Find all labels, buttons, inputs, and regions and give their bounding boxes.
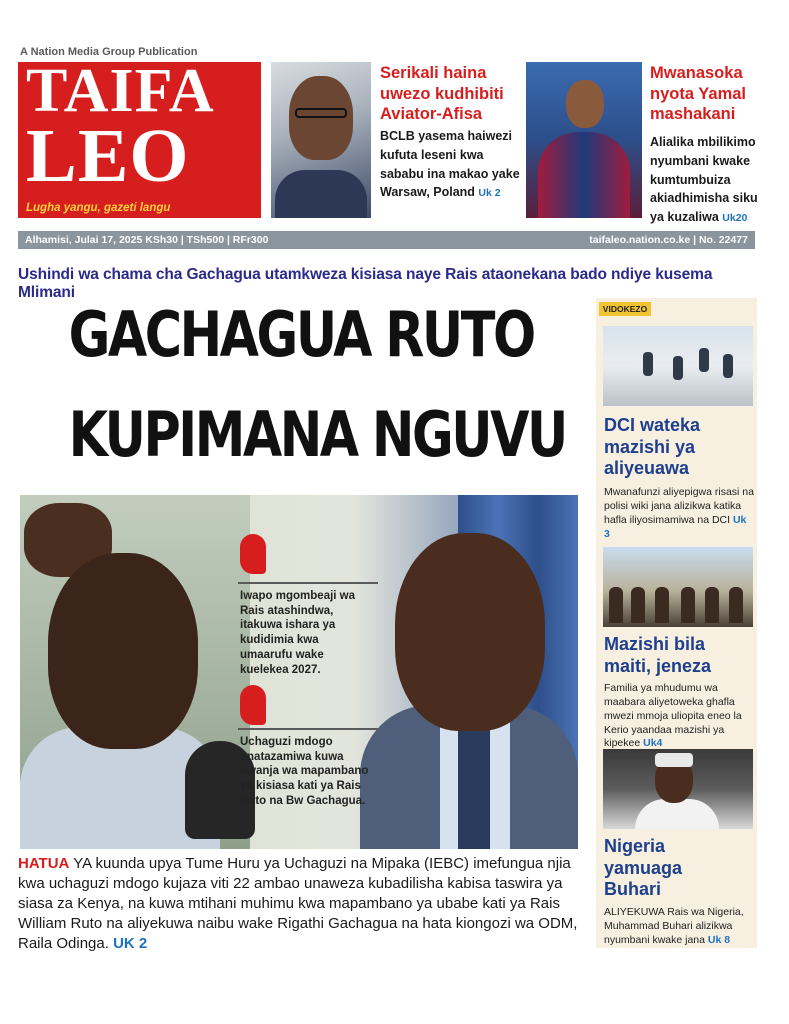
date-price-bar [18,231,755,249]
publication-label: A Nation Media Group Publication [20,46,198,58]
sidebar-body-dci [604,486,754,541]
sidebar-body-text: ALIYEKUWA Rais wa Nigeria, Muhammad Buhari alizikwa nyumbani kwake jana [604,906,744,946]
website-and-issue[interactable]: taifaleo.nation.co.ke | No. 22477 [589,234,748,246]
sidebar-body-mazishi [604,682,754,751]
teaser-body-aviator [380,127,522,202]
portrait-face [566,80,604,128]
teaser-headline-yamal[interactable]: Mwanasoka nyota Yamal mashakani [650,64,746,124]
buhari-robe [635,799,719,829]
portrait-jersey [538,132,630,218]
quote-mark-icon [240,685,266,725]
lead-story-page-ref[interactable]: UK 2 [113,934,148,952]
crowd-figure [673,356,683,380]
sidebar-page-ref[interactable]: Uk 3 [604,513,747,540]
teaser-page-ref[interactable]: Uk20 [722,212,748,224]
lead-story-opener: HATUA [18,855,70,872]
masthead-line1: TAIFA [26,62,215,125]
sidebar-headline-buhari[interactable]: Nigeria yamuaga Buhari [604,836,683,900]
sidebar-page-ref[interactable]: Uk4 [643,737,663,750]
crowd-figure [609,587,623,623]
lead-story-text: YA kuunda upya Tume Huru ya Uchaguzi na Mipaka (IEBC) imefungua njia kwa uchaguzi mdogo kujaza viti 22 ambao unaweza kubadilisha kabisa taswira ya siasa za Kenya, na kuwa mtihani muhimu kwa mapambano ya ubabe kati ya Rais William Ruto na aliyekuwa naibu wake Rigathi Gachagua na hata kiongozi wa ODM, Raila Odinga. [18,855,578,952]
main-headline-line2[interactable]: KUPIMANA NGUVU [68,398,566,471]
masthead-line2: LEO [26,113,190,198]
crowd-figure [705,587,719,623]
sidebar-photo-buhari[interactable] [603,749,753,829]
gachagua-portrait [395,533,545,731]
buhari-cap [655,753,693,767]
pull-quote-1: Iwapo mgombeaji wa Rais atashindwa, itakuwa ishara ya kudidimia kwa umaarufu wake kuelekea 2027. [240,590,356,676]
crowd-figure [699,348,709,372]
date-and-prices: Alhamisi, Julai 17, 2025 KSh30 | TSh500 | RFr300 [25,234,269,246]
ruto-portrait [48,553,198,749]
crowd-figure [729,587,743,623]
crowd-figure [723,354,733,378]
teaser-photo-official[interactable] [271,62,371,218]
crowd-figure [655,587,669,623]
teaser-body-yamal [650,133,760,227]
quote-divider [238,728,378,730]
masthead-tagline: Lugha yangu, gazeti langu [26,202,171,214]
sidebar-photo-dci[interactable] [603,326,753,406]
portrait-face [289,76,353,160]
glasses-icon [295,108,347,118]
pull-quote-2: Uchaguzi mdogo unatazamiwa kuwa uwanja wa mapambano ya kisiasa kati ya Rais Ruto na Bw Gachagua. [240,736,369,807]
sidebar-page-ref[interactable]: Uk 8 [707,933,731,946]
teaser-page-ref[interactable]: Uk 2 [478,187,501,200]
masthead-wordmark [26,62,215,198]
quote-mark-icon [240,534,266,574]
gachagua-tie [458,725,490,849]
crowd-figure [681,587,695,623]
portrait-suit [275,170,367,218]
sidebar-headline-mazishi[interactable]: Mazishi bila maiti, jeneza [604,634,712,676]
quote-divider [238,582,378,584]
kicker-headline: Ushindi wa chama cha Gachagua utamkweza kisiasa naye Rais ataonekana bado ndiye kusema Mlimani [18,266,713,301]
sidebar-body-buhari [604,906,754,948]
teaser-body-text: BCLB yasema haiwezi kufuta leseni kwa sababu ina makao yake Warsaw, Poland [380,129,520,200]
lead-story-body [18,854,583,954]
crowd-figure [631,587,645,623]
teaser-photo-yamal[interactable] [526,62,642,218]
sidebar-body-text: Mwanafunzi aliyepigwa risasi na polisi wiki jana alizikwa katika hafla iliyosimamiwa na DCI [604,486,754,526]
sidebar-label: VIDOKEZO [599,302,651,316]
sidebar-body-text: Familia ya mhudumu wa maabara aliyetoweka ghafla mwezi mmoja uliopita eneo la Kerio yaandaa mazishi ya kipekee [604,682,742,750]
teaser-body-text: Alialika mbilikimo nyumbani kwake kumtumbuiza akiadhimisha siku ya kuzaliwa [650,135,758,224]
crowd-figure [643,352,653,376]
sidebar-photo-mazishi[interactable] [603,547,753,627]
main-headline-line1[interactable]: GACHAGUA RUTO [68,298,534,371]
masthead-logo[interactable] [18,62,261,218]
sidebar-headline-dci[interactable]: DCI wateka mazishi ya aliyeuawa [604,415,701,479]
teaser-headline-aviator[interactable]: Serikali haina uwezo kudhibiti Aviator-Afisa [380,64,504,124]
